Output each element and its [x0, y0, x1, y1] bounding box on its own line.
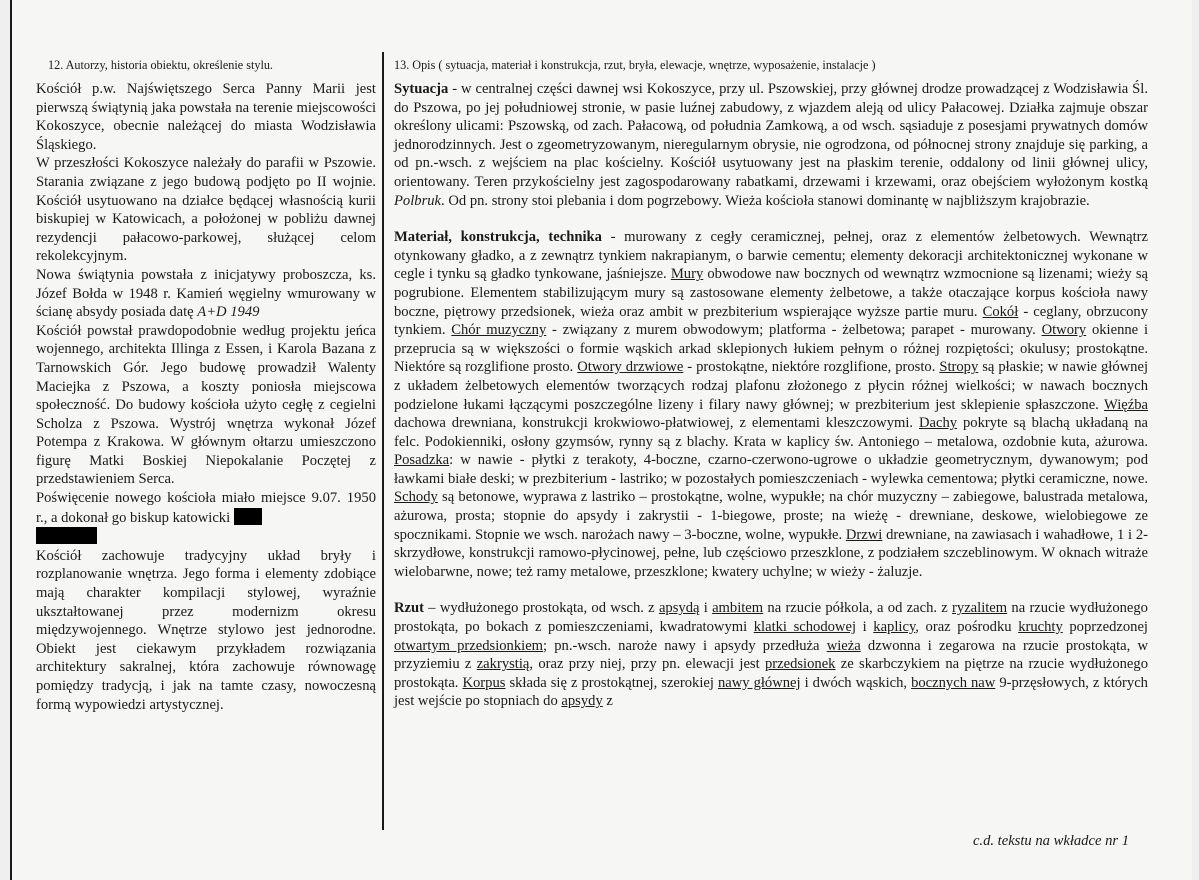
term-drzwi: Drzwi [845, 526, 883, 543]
material-text: obwodowe naw bocznych od wewnątrz wzmocnione są lizenami; wieży są pogrubione. Elementem stabilizującym mury są zastosowane elementy żelbetowe, a także otaczające korpus kościoła nawy boczne, piętrowy przedsionek, wieża oraz ambit w prezbiterium wspierające wyższe partie muru. [394, 266, 1148, 320]
term-stropy: Stropy [939, 359, 979, 376]
term-otwory: Otwory [1041, 322, 1087, 339]
history-paragraph-3-text: Nowa świątynia powstała z inicjatywy proboszcza, ks. Józef Bołda w 1948 r. Kamień węgielny wmurowany w ścianę absydy posiada datę [36, 266, 376, 321]
plan-text: i dwóch wąskich, [800, 674, 912, 691]
term-chor: Chór muzyczny [451, 322, 547, 339]
plan-paragraph [394, 599, 1148, 711]
term-schody: Schody [394, 489, 438, 506]
material-text: - ceglany, obrzucony tynkiem. [394, 303, 1148, 339]
material-text: - murowany z cegły ceramicznej, pełnej, oraz z elementów żelbetowych. Wewnątrz otynkowany gładko, a z zewnątrz tynkiem nakrapianym, o barwie cementu; elementy dekoracji architektonicznej wykonane w cegle i tynku są gładko tynkowane, jaśniejsze. [394, 229, 1148, 283]
material-text: są betonowe, wyprawa z lastriko – prostokątne, wolne, wypukłe; na chór muzyczny – zabiegowe, balustrada metalowa, ażurowa, prosta; stopnie do apsydy i zakrystii - 1-biegowe, proste; na wieżę - drewniane, deskowe, wielobiegowe ze spocznikami. Stopnie we wsch. narożach nawy – 3-boczne, wolne, wypukłe. [394, 489, 1148, 543]
term-zakrystia: zakrystią [476, 656, 530, 673]
term-wiezba: Więźba [1104, 396, 1148, 413]
term-bocznych-naw: bocznych naw [911, 674, 996, 691]
material-text: okienne i przeprucia są w większości o formie wąskich arkad sklepionych łukiem pełnym o różnej rozpiętości; okulusy; prostokątne. Niektóre są rozglifione prosto. [394, 322, 1148, 376]
situation-text: - w centralnej części dawnej wsi Kokoszyce, przy ul. Pszowskiej, przy głównej drodze prowadzącej z Wodzisławia Śl. do Pszowa, po jej południowej stronie, w pasie luźnej zabudowy, z wjazdem aleją od ulicy Pałacowej. Działka zajmuje obszar określony ulicami: Pszowską, od zach. Pałacową, od południa Zamkową, a od wsch. sąsiaduje z posesjami prywatnych domów jednorodzinnych. Jest o zgeometryzowanym, nieregularnym obrysie, nie ogrodzona, od północnej strony znajduje się parking, a od pn.-wsch. z wejściem na plac kościelny. Kościół usytuowany jest na płaskim terenie, oddalony od linii głównej ulicy, orientowany. Teren przykościelny jest zagospodarowany rabatkami, drzewami i krzewami, oraz obejściem wyłożonym kostką [394, 81, 1148, 190]
term-ryzalitem: ryzalitem [952, 600, 1008, 617]
term-cokol: Cokół [982, 303, 1019, 320]
situation-text-end: . Od pn. strony stoi plebania i dom pogrzebowy. Wieża kościoła stanowi dominantę w najbliższym krajobrazie. [441, 192, 1090, 209]
material-text: - prostokątne, niektóre rozglifione, prosto. [683, 359, 940, 376]
redaction-block [36, 527, 97, 544]
redaction-block [234, 508, 262, 525]
plan-text: na rzucie półkola, a od zach. z [763, 600, 953, 617]
section-13-header: 13. Opis ( sytuacja, materiał i konstrukcja, rzut, bryła, elewacje, wnętrze, wyposażenie, instalacje ) [394, 58, 876, 72]
material-text: pokryte są blachą układaną na felc. Podokienniki, osłony gzymsów, rynny są z blachy. Krata w kaplicy św. Antoniego – metalowa, ozdobnie kuta, ażurowa. [394, 415, 1148, 450]
term-kaplicy: kaplicy [873, 619, 916, 636]
plan-text: na rzucie wydłużonego prostokąta, po bokach z pomieszczeniami, kwadratowymi [394, 600, 1148, 636]
term-dachy: Dachy [918, 415, 958, 432]
material-text: : w nawie - płytki z terakoty, 4-boczne, czarno-czerwono-ugrowe o układzie geometrycznym, dywanowym; pod ławkami białe deski; w prezbiterium - lastriko; w pozostałych pomieszczeniach - wylewka cementowa; płytki ceramiczne, nowe. [394, 452, 1148, 487]
continuation-note: c.d. tekstu na wkładce nr 1 [972, 833, 1129, 849]
term-korpus: Korpus [462, 674, 506, 691]
term-przedsionek: przedsionek [764, 656, 836, 673]
term-wieza: wieża [826, 637, 861, 654]
term-ambitem: ambitem [712, 600, 764, 617]
term-posadzka: Posadzka [394, 452, 450, 469]
material-paragraph [394, 228, 1148, 581]
term-mury: Mury [670, 266, 704, 283]
style-paragraph: Kościół zachowuje tradycyjny układ bryły i rozplanowanie wnętrza. Jego forma i elementy zdobiące mają charakter kompilacji stylowej, wyraźnie ukształtowanej przez modernizm okresu międzywojennego. Wnętrze stylowo jest jednorodne. Obiekt jest ciekawym przykładem rozwiązania architektury sakralnej, która zachowuje równowagę pomiędzy tradycją, i jak na tamte czasy, nowoczesną formą wypowiedzi artystycznej. [36, 547, 376, 713]
plan-text: z [602, 693, 613, 710]
left-column [36, 58, 376, 714]
plan-text: i [699, 600, 713, 617]
cornerstone-date: A+D 1949 [197, 304, 260, 321]
situation-title: Sytuacja [394, 81, 449, 97]
plan-text: – wydłużonego prostokąta, od wsch. z [424, 600, 659, 617]
history-paragraph-2: W przeszłości Kokoszyce należały do parafii w Pszowie. Starania związane z jego budową podjęto po II wojnie. Kościół usytuowano na działce będącej własnością kurii biskupiej w Katowicach, a położonej w pobliżu dawnej rezydencji pałacowo-parkowej, służącej celom rekolekcyjnym. [36, 155, 376, 265]
material-text: są płaskie; w nawie głównej z układem żelbetowych elementów tworzących rodzaj plafonu złożonego z płycin różnej wielkości; w nawach bocznych podzielone łukami łączącymi poszczególne lizeny i filary nawy głównej; w prezbiterium jest sklepienie spłaszczone. [394, 359, 1149, 413]
polbruk-term: Polbruk [394, 192, 442, 209]
plan-text: ze skarbczykiem na piętrze na rzucie wydłużonego prostokąta. [394, 656, 1149, 691]
term-nawy-glownej: nawy głównej [717, 674, 801, 691]
history-paragraph-3 [36, 266, 376, 322]
plan-text: poprzedzonej [1062, 619, 1148, 636]
plan-title: Rzut [394, 600, 424, 617]
plan-text: i [856, 619, 874, 636]
term-otwartym-przedsionkiem: otwartym przedsionkiem [394, 637, 544, 654]
material-text: drewniane, na zawiasach i wahadłowe, 1 i 2-skrzydłowe, konstrukcji ramowo-płycinowej, pełne, lub częściowo przeszklone, z podziałem szczeblinowym. W oknach witraże wielobarwne, nowe; też ramy metalowe, przeszklone; kwatery uchylne; w wieży - żaluzje. [394, 526, 1148, 580]
plan-text: , oraz przy niej, przy pn. elewacji jest [529, 656, 765, 673]
consecration-text: Poświęcenie nowego kościoła miało miejsce 9.07. 1950 r., a dokonał go biskup katowicki [36, 490, 376, 526]
column-divider [382, 52, 384, 830]
term-klatki-schodowej: klatki schodowej [753, 619, 857, 636]
term-otwory-drzwiowe: Otwory drzwiowe [577, 359, 684, 376]
plan-text: dzwonna i zegarowa na rzucie prostokąta, w przyziemiu z [394, 637, 1148, 673]
plan-text: składa się z prostokątnej, szerokiej [505, 674, 718, 691]
term-kruchty: kruchty [1018, 619, 1063, 636]
term-apsydy: apsydy [561, 693, 603, 710]
section-12-header: 12. Autorzy, historia obiektu, określenie stylu. [48, 58, 273, 72]
situation-paragraph [394, 80, 1148, 210]
history-paragraph-1: Kościół p.w. Najświętszego Serca Panny Marii jest pierwszą świątynią jaka powstała na terenie miejscowości Kokoszyce, obecnie należącej do miasta Wodzisławia Śląskiego. [36, 81, 376, 153]
history-paragraph-4: Kościół powstał prawdopodobnie według projektu jeńca wojennego, architekta Illinga z Essen, i Karola Bazana z Tarnowskich Gór. Jego budowę prowadził Walenty Maciejka z Pszowa, a koszty poniosła miejscowa społeczność. Do budowy kościoła użyto cegłę z cegielni Scholza z Pszowa. Wystrój wnętrza wykonał Józef Potempa z Krakowa. W głównym ołtarzu umieszczono figurę Matki Boskiej Niepokalanie Poczętej z przedstawieniem Serca. [36, 322, 376, 488]
history-paragraph-5 [36, 489, 376, 547]
material-text: dachowa drewniana, konstrukcji krokwiowo-płatwiowej, z elementami kleszczowymi. [394, 415, 919, 432]
plan-text: , oraz pośrodku [915, 619, 1019, 636]
plan-text: 9-przęsłowych, z których jest wejście po stopniach do [394, 674, 1148, 710]
right-column [394, 58, 1148, 711]
plan-text: ; pn.-wsch. naroże nawy i apsydy przedłuża [543, 637, 827, 654]
term-apsyda: apsydą [658, 600, 700, 617]
material-text: - związany z murem obwodowym; platforma - żelbetowa; parapet - murowany. [546, 322, 1042, 339]
material-title: Materiał, konstrukcja, technika [394, 229, 602, 246]
